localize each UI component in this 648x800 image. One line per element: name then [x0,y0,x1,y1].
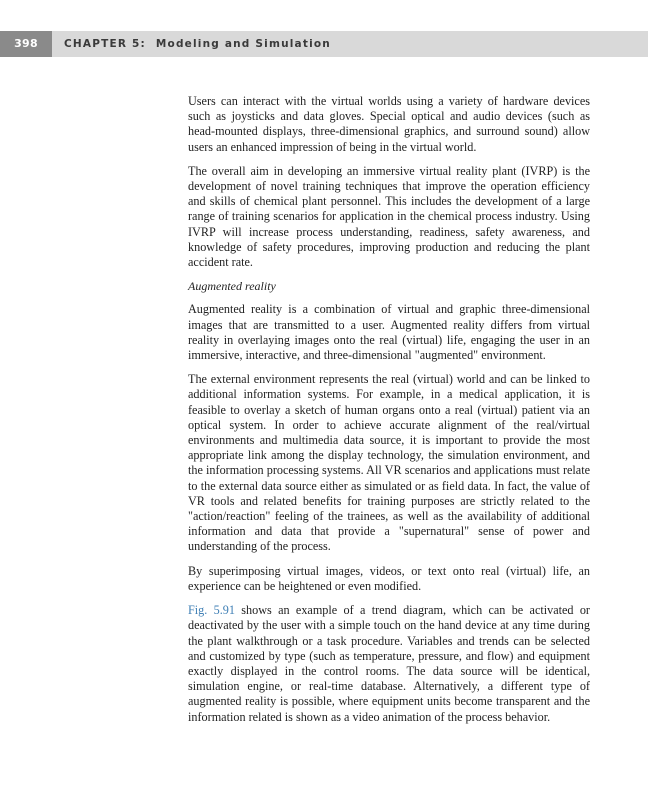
paragraph: The overall aim in developing an immersive virtual reality plant (IVRP) is the development of novel training techniques that improve the operation efficiency and skills of chemical plant personnel. This includes the development of a large range of training scenarios for application in the chemical process industry. Using IVRP will increase process understanding, readiness, safety awareness, and knowledge of safety procedures, improving production and reducing the plant accident rate. [188,163,590,270]
paragraph [188,603,590,725]
paragraph: Augmented reality is a combination of virtual and graphic three-dimensional images that are transmitted to a user. Augmented reality differs from virtual reality in overlaying images onto the real (virtual) life, engaging the user in an immersive, interactive, and three-dimensional "augmented" environment. [188,302,590,363]
running-header [0,31,648,57]
chapter-number: CHAPTER 5: [64,38,146,50]
chapter-heading [64,31,331,57]
paragraph: By superimposing virtual images, videos, or text onto real (virtual) life, an experience can be heightened or even modified. [188,563,590,593]
page-number: 398 [0,31,52,57]
paragraph: The external environment represents the real (virtual) world and can be linked to additional information systems. For example, in a medical application, it is feasible to overlay a sketch of human organs onto a real (virtual) patient via an optical system. In order to achieve accurate alignment of the real/virtual environments and multimedia data source, it is important to provide the most appropriate link among the display technology, the simulation environment, and the information processing systems. All VR scenarios and applications must relate to the external data source either as simulated or as field data. In fact, the value of VR tools and related benefits for training purposes are strictly related to the "action/reaction" feeling of the trainees, as well as the availability of additional information and data that provide a "supernatural" sense of power and understanding of the process. [188,372,590,554]
figure-reference-link[interactable]: Fig. 5.91 [188,603,235,618]
section-subheading: Augmented reality [188,279,276,294]
paragraph-text: shows an example of a trend diagram, which can be activated or deactivated by the user with a simple touch on the hand device at any time during the plant walkthrough or a task procedure. Variables and trends can be selected and customized by type (such as temperature, pressure, and flow) and equipment exactly displayed in the control rooms. The data source will be identical, simulation engine, or real-time database. Alternatively, a different type of augmented reality is possible, where equipment units become transparent and the information related is shown as a video animation of the process behavior. [188,603,590,724]
chapter-title: Modeling and Simulation [155,38,331,50]
paragraph: Users can interact with the virtual worlds using a variety of hardware devices such as joysticks and data gloves. Special optical and audio devices (such as head-mounted displays, three-dimensional graphics, and surround sound) allow users an enhanced impression of being in the virtual world. [188,94,590,154]
body-text [188,94,590,734]
